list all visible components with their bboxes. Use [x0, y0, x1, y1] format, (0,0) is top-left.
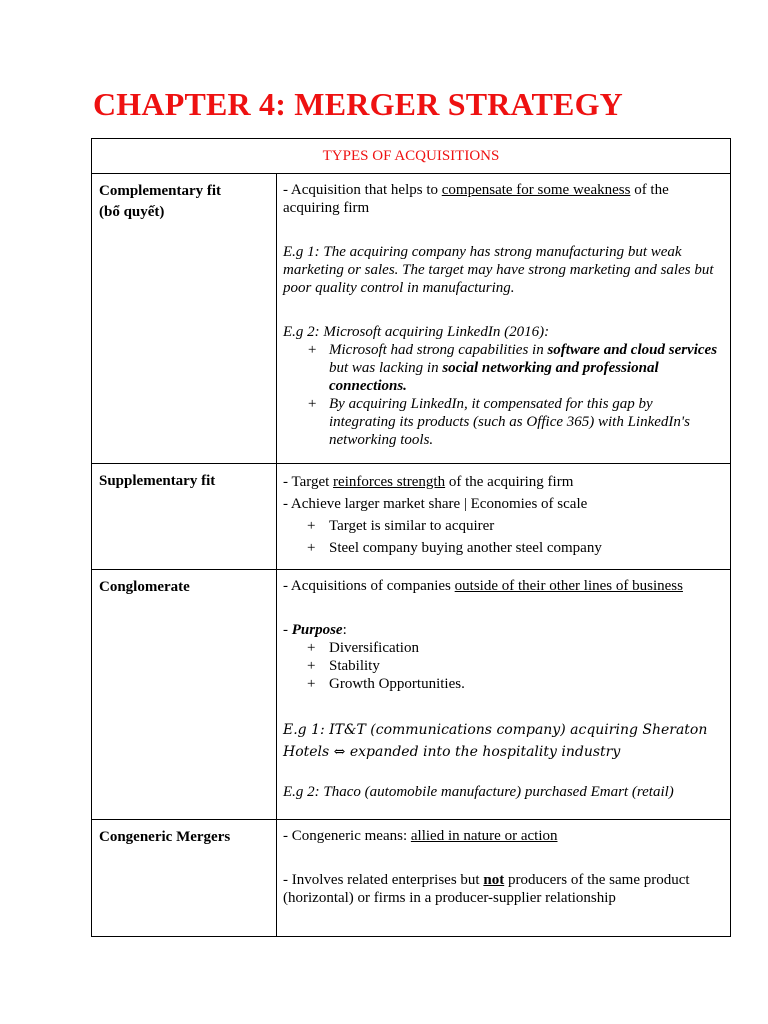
table-header-row: [92, 139, 731, 174]
row-content-congeneric: [277, 820, 731, 937]
underlined-text: not: [483, 872, 505, 888]
bullet-list: [283, 515, 722, 559]
table-row: [92, 174, 731, 464]
table-row: [92, 570, 731, 820]
example-1: E.g 1: IT&T (communications company) acquiring Sheraton Hotels ⇔ expanded into the hospitality industry: [283, 722, 708, 760]
underlined-text: outside of their other lines of business: [454, 578, 683, 594]
plus-marker: +: [307, 540, 316, 556]
chapter-title: CHAPTER 4: MERGER STRATEGY: [93, 86, 623, 122]
plus-marker: +: [307, 658, 316, 674]
list-item: + Target is similar to acquirer: [283, 515, 722, 537]
description: - Involves related enterprises but not producers of the same product (horizontal) or firms in a producer-supplier relationship: [283, 872, 690, 906]
row-label-conglomerate: Conglomerate: [92, 570, 277, 820]
row-content-conglomerate: [277, 570, 731, 820]
description: - Congeneric means: allied in nature or action: [283, 828, 558, 844]
label-line: (bổ quyết): [99, 204, 165, 220]
row-label-complementary: [92, 174, 277, 464]
acquisitions-table: [91, 138, 731, 937]
list-item: + Stability: [307, 658, 380, 674]
description: - Acquisitions of companies outside of their other lines of business: [283, 578, 683, 594]
row-content-supplementary: [277, 464, 731, 570]
plus-marker: +: [307, 518, 316, 534]
description: - Achieve larger market share | Economies of scale: [283, 496, 588, 512]
example-1: E.g 1: The acquiring company has strong manufacturing but weak marketing or sales. The target may have strong marketing and sales but poor quality control in manufacturing.: [283, 244, 714, 296]
row-content-complementary: [277, 174, 731, 464]
table-row: [92, 820, 731, 937]
bullet-list: [283, 639, 722, 693]
row-label-congeneric: Congeneric Mergers: [92, 820, 277, 937]
description: - Target reinforces strength of the acquiring firm: [283, 474, 574, 490]
table-row: [92, 464, 731, 570]
purpose-heading: - Purpose:: [283, 622, 347, 638]
label-line: Complementary fit: [99, 183, 222, 199]
list-item: + Steel company buying another steel company: [283, 537, 722, 559]
plus-marker: +: [307, 342, 318, 358]
example-2-title: E.g 2: Microsoft acquiring LinkedIn (2016):: [283, 324, 550, 340]
example-2: E.g 2: Thaco (automobile manufacture) purchased Emart (retail): [283, 784, 674, 800]
underlined-text: compensate for some weakness: [441, 182, 631, 198]
list-item: + Diversification: [307, 640, 419, 656]
description: - Acquisition that helps to compensate for some weakness of the acquiring firm: [283, 182, 669, 216]
row-label-supplementary: Supplementary fit: [92, 464, 277, 570]
bullet-list: [283, 341, 722, 449]
plus-marker: +: [307, 396, 318, 412]
list-item: + By acquiring LinkedIn, it compensated for this gap by integrating its products (such as Office 365) with LinkedIn's networking tools.: [307, 396, 690, 448]
table-header: TYPES OF ACQUISITIONS: [92, 139, 731, 174]
list-item: + Growth Opportunities.: [307, 676, 465, 692]
underlined-text: reinforces strength: [333, 474, 446, 490]
list-item: + Microsoft had strong capabilities in software and cloud services but was lacking in social networking and professional connections.: [307, 342, 718, 394]
plus-marker: +: [307, 676, 316, 692]
plus-marker: +: [307, 640, 316, 656]
underlined-text: allied in nature or action: [410, 828, 558, 844]
